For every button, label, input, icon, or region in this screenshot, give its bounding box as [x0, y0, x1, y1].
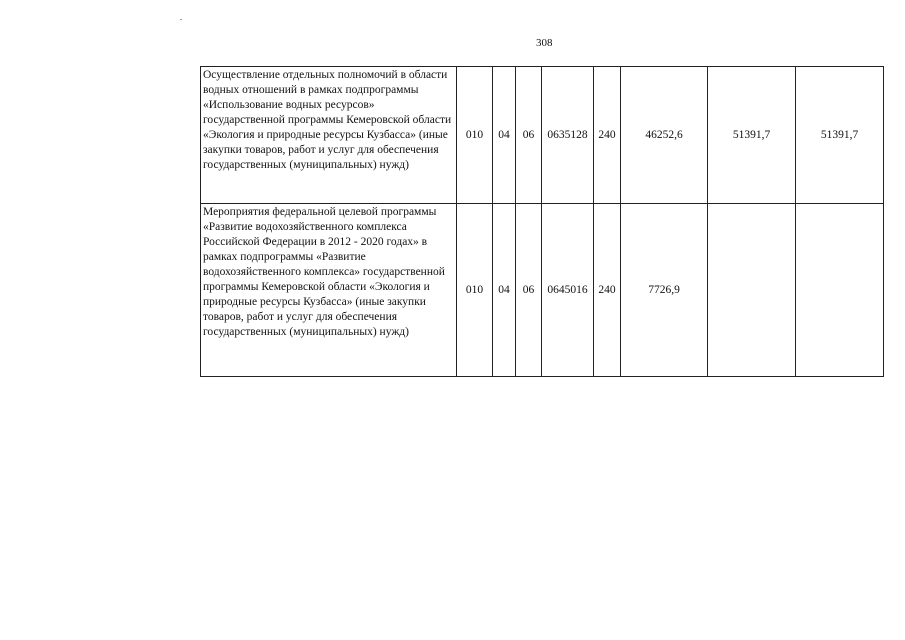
- row-description: Мероприятия федеральной целевой программы «Развитие водохозяйственного комплекса Российской Федерации в 2012 - 2020 годах» в рамках подпрограммы «Развитие водохозяйственного комплекса» государственной программы Кемеровской области «Экология и природные ресурсы Кузбасса» (иные закупки товаров, работ и услуг для обеспечения государственных (муниципальных) нужд): [201, 204, 457, 377]
- amount-year-3: 51391,7: [796, 67, 884, 204]
- section-code: 04: [493, 67, 516, 204]
- section-code: 04: [493, 204, 516, 377]
- amount-year-2: [708, 204, 796, 377]
- amount-year-1: 46252,6: [621, 67, 708, 204]
- row-description: Осуществление отдельных полномочий в области водных отношений в рамках подпрограммы «Использование водных ресурсов» государственной программы Кемеровской области «Экология и природные ресурсы Кузбасса» (иные закупки товаров, работ и услуг для обеспечения государственных (муниципальных) нужд): [201, 67, 457, 204]
- target-article-code: 0635128: [542, 67, 594, 204]
- expense-type-code: 240: [594, 204, 621, 377]
- expense-type-code: 240: [594, 67, 621, 204]
- amount-year-3: [796, 204, 884, 377]
- subsection-code: 06: [516, 67, 542, 204]
- amount-year-2: 51391,7: [708, 67, 796, 204]
- ministry-code: 010: [457, 67, 493, 204]
- subsection-code: 06: [516, 204, 542, 377]
- scan-mark: [180, 19, 182, 20]
- table-row: [201, 204, 884, 377]
- amount-year-1: 7726,9: [621, 204, 708, 377]
- budget-table: [200, 66, 884, 377]
- table-row: [201, 67, 884, 204]
- ministry-code: 010: [457, 204, 493, 377]
- page-number: 308: [536, 37, 553, 49]
- target-article-code: 0645016: [542, 204, 594, 377]
